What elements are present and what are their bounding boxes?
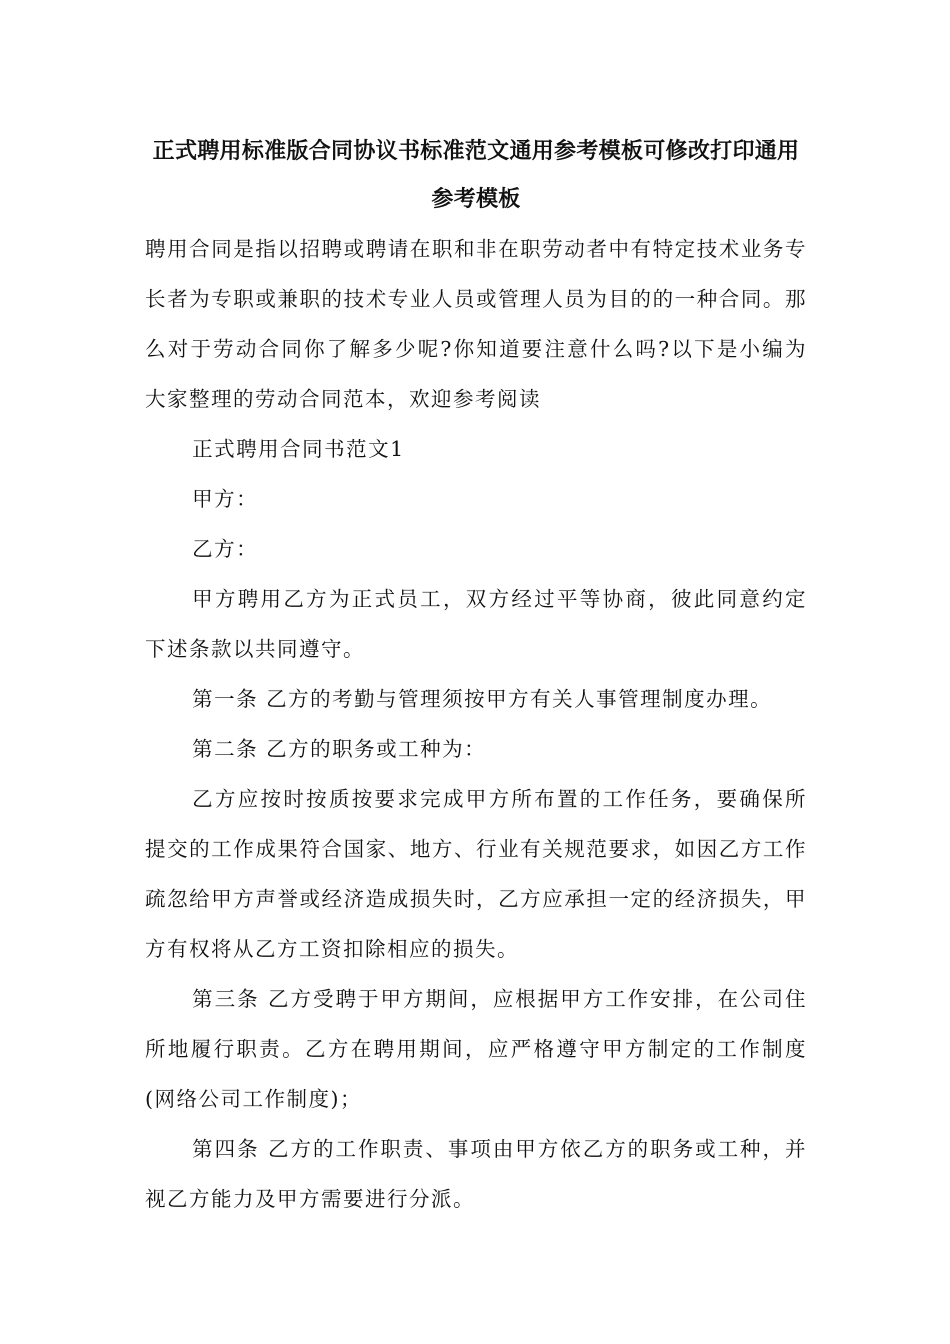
article-1: 第一条 乙方的考勤与管理须按甲方有关人事管理制度办理。 xyxy=(192,687,773,711)
title-line-2: 参考模板 xyxy=(431,187,521,212)
document-title xyxy=(145,128,807,224)
party-b-label: 乙方： xyxy=(192,537,259,561)
section-heading: 正式聘用合同书范文1 xyxy=(192,437,405,461)
title-line-1: 正式聘用标准版合同协议书标准范文通用参考模板可修改打印通用 xyxy=(152,139,800,164)
article-2: 第二条 乙方的职务或工种为： xyxy=(192,737,487,761)
document-page xyxy=(145,128,807,1224)
intro-paragraph: 聘用合同是指以招聘或聘请在职和非在职劳动者中有特定技术业务专长者为专职或兼职的技术专业人员或管理人员为目的的一种合同。那么对于劳动合同你了解多少呢?你知道要注意什么吗?以下是小编为大家整理的劳动合同范本，欢迎参考阅读 xyxy=(145,237,807,411)
article-3: 第三条 乙方受聘于甲方期间，应根据甲方工作安排，在公司住所地履行职责。乙方在聘用期间，应严格遵守甲方制定的工作制度(网络公司工作制度)； xyxy=(145,987,807,1111)
agreement-paragraph: 甲方聘用乙方为正式员工，双方经过平等协商，彼此同意约定下述条款以共同遵守。 xyxy=(145,587,807,661)
party-a-label: 甲方： xyxy=(192,487,259,511)
article-2-detail: 乙方应按时按质按要求完成甲方所布置的工作任务，要确保所提交的工作成果符合国家、地方、行业有关规范要求，如因乙方工作疏忽给甲方声誉或经济造成损失时，乙方应承担一定的经济损失，甲方有权将从乙方工资扣除相应的损失。 xyxy=(145,787,807,961)
article-4: 第四条 乙方的工作职责、事项由甲方依乙方的职务或工种，并视乙方能力及甲方需要进行分派。 xyxy=(145,1137,807,1211)
